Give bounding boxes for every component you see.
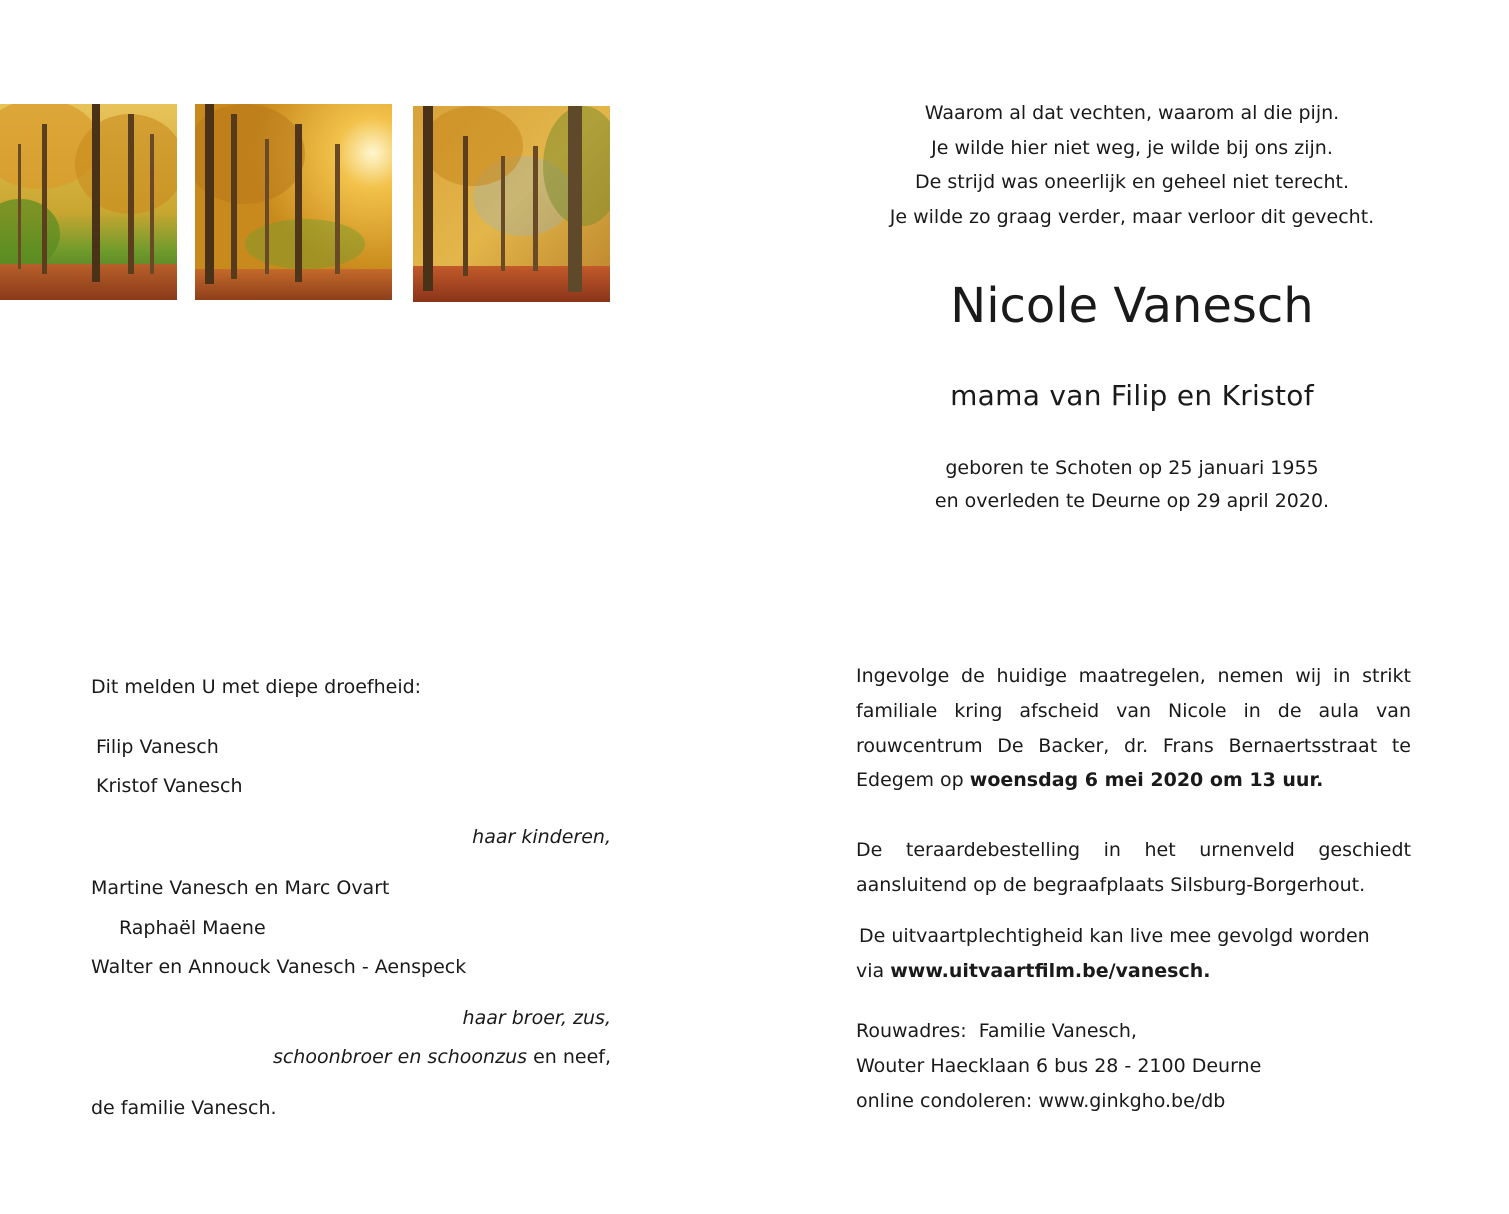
children-label: haar kinderen, bbox=[472, 826, 611, 848]
poem-line: Waarom al dat vechten, waarom al die pijn. bbox=[924, 102, 1340, 124]
announcement bbox=[91, 0, 611, 1214]
announcement-intro: Dit melden U met diepe droefheid: bbox=[91, 676, 422, 698]
birth-line: geboren te Schoten op 25 januari 1955 bbox=[945, 457, 1319, 479]
burial-text: De teraardebestelling in het urnenveld geschiedt aansluitend op de begraafplaats Silsburg-Borgerhout. bbox=[856, 839, 1411, 896]
street-address: Wouter Haecklaan 6 bus 28 - 2100 Deurne bbox=[856, 1055, 1262, 1077]
livestream-paragraph bbox=[856, 919, 1411, 989]
in-laws-label-plain: en neef, bbox=[527, 1046, 611, 1068]
family-line: de familie Vanesch. bbox=[91, 1097, 277, 1119]
sibling-name: Raphaël Maene bbox=[119, 917, 266, 939]
ceremony-text: Ingevolge de huidige maatregelen, nemen wij in strikt familiale kring afscheid van Nicole in de aula van rouwcentrum De Backer, dr. Frans Bernaertsstraat te Edegem op bbox=[856, 665, 1411, 792]
condolences-link[interactable]: online condoleren: www.ginkgho.be/db bbox=[856, 1090, 1226, 1112]
poem-line: Je wilde hier niet weg, je wilde bij ons zijn. bbox=[931, 136, 1333, 159]
in-laws-label-italic: schoonbroer en schoonzus bbox=[272, 1046, 528, 1068]
contact-block bbox=[856, 1014, 1411, 1124]
livestream-via: via bbox=[856, 960, 891, 982]
ceremony-paragraph bbox=[856, 659, 1411, 798]
livestream-url[interactable]: www.uitvaartfilm.be/vanesch. bbox=[890, 960, 1211, 982]
child-name: Kristof Vanesch bbox=[96, 775, 243, 797]
ceremony-date: woensdag 6 mei 2020 om 13 uur. bbox=[969, 769, 1324, 792]
poem-line: Je wilde zo graag verder, maar verloor dit gevecht. bbox=[889, 205, 1375, 228]
siblings-label: haar broer, zus, bbox=[462, 1007, 611, 1029]
address-label: Rouwadres: Familie Vanesch, bbox=[856, 1020, 1137, 1042]
livestream-link-line bbox=[856, 954, 1210, 989]
sibling-name: Martine Vanesch en Marc Ovart bbox=[91, 877, 390, 899]
life-dates bbox=[842, 452, 1422, 518]
livestream-text: De uitvaartplechtigheid kan live mee gevolgd worden bbox=[859, 925, 1370, 947]
deceased-relation: mama van Filip en Kristof bbox=[950, 379, 1314, 412]
poem-line: De strijd was oneerlijk en geheel niet terecht. bbox=[915, 171, 1349, 193]
child-name: Filip Vanesch bbox=[96, 736, 219, 758]
poem bbox=[842, 96, 1422, 234]
sibling-name: Walter en Annouck Vanesch - Aenspeck bbox=[91, 956, 467, 978]
burial-paragraph bbox=[856, 833, 1411, 903]
in-laws-label bbox=[273, 1046, 611, 1068]
death-line: en overleden te Deurne op 29 april 2020. bbox=[934, 490, 1330, 512]
deceased-name: Nicole Vanesch bbox=[950, 278, 1314, 334]
